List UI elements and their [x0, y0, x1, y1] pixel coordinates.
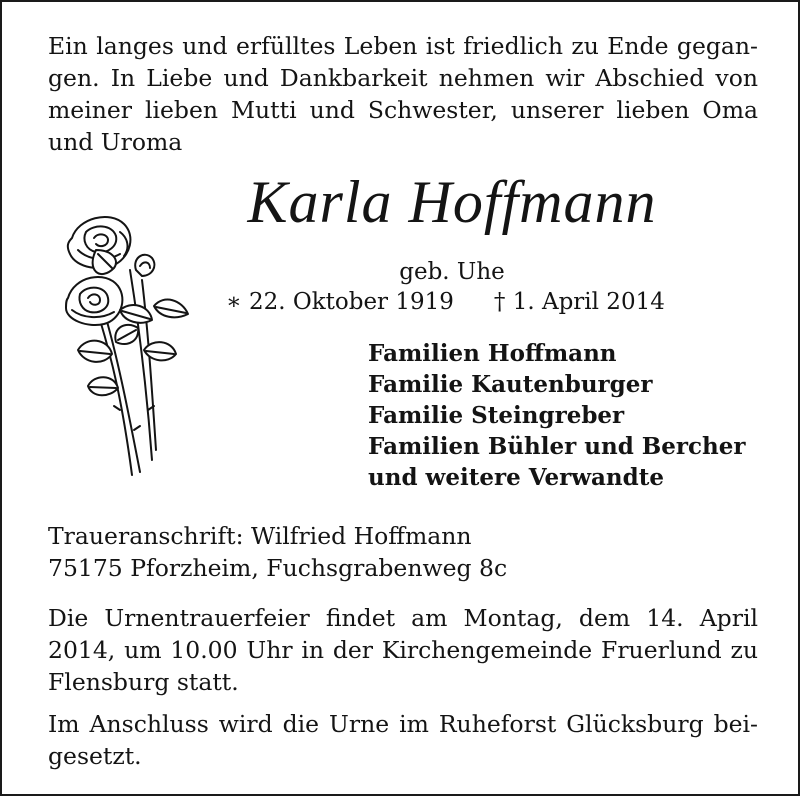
intro-line: Ein langes und erfülltes Leben ist friedlich zu Ende gegan- [48, 32, 758, 60]
intro-line: meiner lieben Mutti und Schwester, unserer lieben Oma [48, 96, 758, 124]
ceremony-text [48, 602, 758, 698]
life-dates [226, 286, 665, 318]
mourning-address [48, 520, 507, 584]
birth-name: geb. Uhe [399, 259, 505, 285]
burial-text [48, 708, 758, 772]
mourner-line: Familie Steingreber [368, 402, 625, 429]
burial-line: Im Anschluss wird die Urne im Ruheforst Glücksburg bei- [48, 710, 758, 738]
ceremony-line: 2014, um 10.00 Uhr in der Kirchengemeinde Fruerlund zu [48, 636, 758, 664]
mourner-line: Familie Kautenburger [368, 371, 653, 398]
death-date: † 1. April 2014 [493, 289, 665, 315]
birth-date: ∗ 22. Oktober 1919 [226, 289, 454, 315]
rose-icon [60, 210, 194, 480]
address-line: 75175 Pforzheim, Fuchsgrabenweg 8c [48, 554, 508, 582]
ceremony-line: Die Urnentrauerfeier findet am Montag, dem 14. April [48, 604, 758, 632]
address-line: Traueranschrift: Wilfried Hoffmann [48, 522, 472, 550]
mourner-line: Familien Bühler und Bercher [368, 433, 746, 460]
intro-line: gen. In Liebe und Dankbarkeit nehmen wir Abschied von [48, 64, 758, 92]
ceremony-line: Flensburg statt. [48, 668, 239, 696]
intro-text [48, 30, 758, 158]
intro-line: und Uroma [48, 128, 183, 156]
burial-line: gesetzt. [48, 742, 142, 770]
mourners-list [368, 338, 745, 493]
mourner-line: und weitere Verwandte [368, 464, 664, 491]
mourner-line: Familien Hoffmann [368, 340, 617, 367]
deceased-name: Karla Hoffmann [247, 169, 657, 235]
